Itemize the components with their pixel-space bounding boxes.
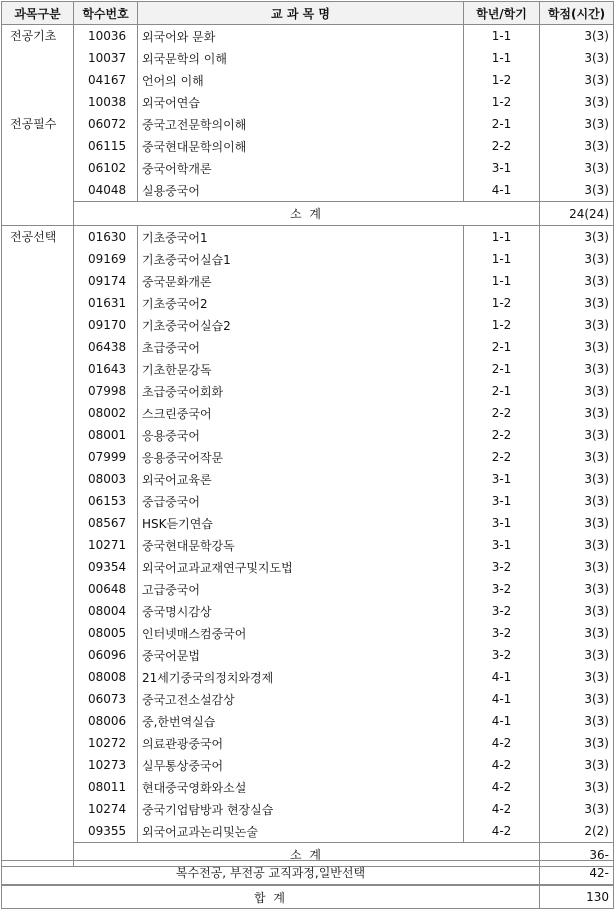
table-row xyxy=(2,270,614,292)
course-credits: 3(3) xyxy=(540,490,614,512)
subtotal-value: 24(24) xyxy=(540,202,614,226)
table-row xyxy=(2,135,614,157)
header-year: 학년/학기 xyxy=(464,2,540,25)
elective-value: 42- xyxy=(540,861,614,885)
course-code: 06072 xyxy=(74,113,138,135)
table-row xyxy=(2,424,614,446)
total-label: 합 계 xyxy=(2,886,540,909)
table-row xyxy=(2,91,614,113)
course-name: 응용중국어 xyxy=(138,424,464,446)
course-credits: 3(3) xyxy=(540,688,614,710)
course-year-term: 4-2 xyxy=(464,776,540,798)
course-year-term: 2-2 xyxy=(464,424,540,446)
course-name: 초급중국어회화 xyxy=(138,380,464,402)
course-year-term: 4-2 xyxy=(464,820,540,843)
course-name: 중국기업탐방과 현장실습 xyxy=(138,798,464,820)
subtotal-label: 소 계 xyxy=(74,843,540,867)
course-code: 08004 xyxy=(74,600,138,622)
table-row xyxy=(2,25,614,48)
table-row xyxy=(2,644,614,666)
course-code: 08002 xyxy=(74,402,138,424)
course-year-term: 1-1 xyxy=(464,47,540,69)
table-row xyxy=(2,157,614,179)
course-name: 중국어문법 xyxy=(138,644,464,666)
course-name: 스크린중국어 xyxy=(138,402,464,424)
table-row xyxy=(2,336,614,358)
course-year-term: 2-1 xyxy=(464,380,540,402)
course-name: 기초중국어1 xyxy=(138,226,464,249)
course-credits: 3(3) xyxy=(540,402,614,424)
course-code: 08001 xyxy=(74,424,138,446)
course-name: 기초중국어실습1 xyxy=(138,248,464,270)
total-table xyxy=(1,885,614,909)
table-row xyxy=(2,600,614,622)
course-code: 07998 xyxy=(74,380,138,402)
course-code: 08008 xyxy=(74,666,138,688)
table-row xyxy=(2,314,614,336)
course-credits: 3(3) xyxy=(540,556,614,578)
course-code: 06102 xyxy=(74,157,138,179)
course-year-term: 3-2 xyxy=(464,578,540,600)
total-row xyxy=(2,886,614,909)
table-row xyxy=(2,490,614,512)
table-row xyxy=(2,226,614,249)
course-credits: 3(3) xyxy=(540,69,614,91)
course-credits: 3(3) xyxy=(540,710,614,732)
category-label: 전공기초 xyxy=(10,29,57,43)
table-row xyxy=(2,248,614,270)
table-row xyxy=(2,292,614,314)
table-row xyxy=(2,69,614,91)
course-code: 06096 xyxy=(74,644,138,666)
course-year-term: 3-1 xyxy=(464,468,540,490)
course-credits: 3(3) xyxy=(540,424,614,446)
course-year-term: 4-2 xyxy=(464,798,540,820)
course-name: HSK듣기연습 xyxy=(138,512,464,534)
course-code: 04048 xyxy=(74,179,138,202)
table-row xyxy=(2,578,614,600)
category-cell xyxy=(2,25,74,226)
course-code: 09174 xyxy=(74,270,138,292)
header-code: 학수번호 xyxy=(74,2,138,25)
course-year-term: 2-2 xyxy=(464,402,540,424)
course-code: 10271 xyxy=(74,534,138,556)
course-code: 08003 xyxy=(74,468,138,490)
course-name: 중국고전소설감상 xyxy=(138,688,464,710)
course-year-term: 1-2 xyxy=(464,292,540,314)
course-credits: 3(3) xyxy=(540,380,614,402)
subtotal-value: 36- xyxy=(540,843,614,867)
course-code: 01631 xyxy=(74,292,138,314)
course-code: 01643 xyxy=(74,358,138,380)
elective-label: 복수전공, 부전공 교직과정,일반선택 xyxy=(2,861,540,885)
table-row xyxy=(2,622,614,644)
course-code: 00648 xyxy=(74,578,138,600)
course-name: 기초중국어2 xyxy=(138,292,464,314)
course-code: 08006 xyxy=(74,710,138,732)
course-code: 10274 xyxy=(74,798,138,820)
course-credits: 3(3) xyxy=(540,666,614,688)
course-name: 의료관광중국어 xyxy=(138,732,464,754)
course-name: 기초중국어실습2 xyxy=(138,314,464,336)
course-name: 외국어연습 xyxy=(138,91,464,113)
course-credits: 3(3) xyxy=(540,644,614,666)
course-year-term: 2-2 xyxy=(464,135,540,157)
course-name: 현대중국영화와소설 xyxy=(138,776,464,798)
table-row xyxy=(2,732,614,754)
course-year-term: 2-1 xyxy=(464,113,540,135)
course-credits: 3(3) xyxy=(540,292,614,314)
course-name: 중국문화개론 xyxy=(138,270,464,292)
course-year-term: 1-2 xyxy=(464,314,540,336)
course-year-term: 1-1 xyxy=(464,226,540,249)
header-name: 교 과 목 명 xyxy=(138,2,464,25)
course-credits: 3(3) xyxy=(540,468,614,490)
course-code: 10038 xyxy=(74,91,138,113)
course-credits: 3(3) xyxy=(540,446,614,468)
course-code: 01630 xyxy=(74,226,138,249)
course-year-term: 4-2 xyxy=(464,732,540,754)
table-row xyxy=(2,710,614,732)
course-year-term: 1-2 xyxy=(464,91,540,113)
course-credits: 3(3) xyxy=(540,358,614,380)
course-code: 06115 xyxy=(74,135,138,157)
course-credits: 3(3) xyxy=(540,47,614,69)
course-credits: 3(3) xyxy=(540,314,614,336)
course-code: 08005 xyxy=(74,622,138,644)
course-year-term: 3-1 xyxy=(464,512,540,534)
course-credits: 3(3) xyxy=(540,25,614,48)
table-row xyxy=(2,798,614,820)
category-label: 전공필수 xyxy=(10,117,57,131)
course-code: 10272 xyxy=(74,732,138,754)
course-name: 고급중국어 xyxy=(138,578,464,600)
course-name: 초급중국어 xyxy=(138,336,464,358)
course-code: 06073 xyxy=(74,688,138,710)
course-credits: 3(3) xyxy=(540,91,614,113)
course-year-term: 3-1 xyxy=(464,534,540,556)
course-credits: 3(3) xyxy=(540,336,614,358)
course-code: 08011 xyxy=(74,776,138,798)
course-credits: 3(3) xyxy=(540,113,614,135)
course-year-term: 4-1 xyxy=(464,179,540,202)
category-cell xyxy=(2,226,74,867)
course-code: 09169 xyxy=(74,248,138,270)
table-row xyxy=(2,468,614,490)
subtotal-label: 소 계 xyxy=(74,202,540,226)
course-year-term: 4-1 xyxy=(464,666,540,688)
header-category: 과목구분 xyxy=(2,2,74,25)
course-name: 중,한번역실습 xyxy=(138,710,464,732)
course-code: 06438 xyxy=(74,336,138,358)
curriculum-table xyxy=(1,1,614,867)
course-code: 06153 xyxy=(74,490,138,512)
course-credits: 2(2) xyxy=(540,820,614,843)
course-credits: 3(3) xyxy=(540,157,614,179)
course-year-term: 3-2 xyxy=(464,622,540,644)
table-row xyxy=(2,512,614,534)
course-name: 기초한문강독 xyxy=(138,358,464,380)
table-row xyxy=(2,776,614,798)
course-name: 실용중국어 xyxy=(138,179,464,202)
course-credits: 3(3) xyxy=(540,754,614,776)
elective-row xyxy=(2,861,614,885)
course-year-term: 4-1 xyxy=(464,710,540,732)
course-name: 중급중국어 xyxy=(138,490,464,512)
course-code: 04167 xyxy=(74,69,138,91)
course-credits: 3(3) xyxy=(540,622,614,644)
course-code: 08567 xyxy=(74,512,138,534)
course-credits: 3(3) xyxy=(540,732,614,754)
course-name: 외국어교육론 xyxy=(138,468,464,490)
table-row xyxy=(2,754,614,776)
table-row xyxy=(2,556,614,578)
category-label: 전공선택 xyxy=(10,230,57,244)
course-code: 10036 xyxy=(74,25,138,48)
table-row xyxy=(2,534,614,556)
course-year-term: 4-1 xyxy=(464,688,540,710)
course-name: 외국문학의 이해 xyxy=(138,47,464,69)
course-year-term: 3-2 xyxy=(464,600,540,622)
course-credits: 3(3) xyxy=(540,600,614,622)
course-code: 09355 xyxy=(74,820,138,843)
course-credits: 3(3) xyxy=(540,248,614,270)
course-year-term: 1-1 xyxy=(464,248,540,270)
course-name: 중국현대문학의이해 xyxy=(138,135,464,157)
course-credits: 3(3) xyxy=(540,512,614,534)
course-name: 21세기중국의정치와경제 xyxy=(138,666,464,688)
course-year-term: 3-1 xyxy=(464,490,540,512)
course-name: 응용중국어작문 xyxy=(138,446,464,468)
course-year-term: 2-1 xyxy=(464,358,540,380)
course-credits: 3(3) xyxy=(540,578,614,600)
course-name: 실무통상중국어 xyxy=(138,754,464,776)
course-name: 외국어교과교재연구및지도법 xyxy=(138,556,464,578)
course-credits: 3(3) xyxy=(540,798,614,820)
course-year-term: 1-1 xyxy=(464,270,540,292)
table-row xyxy=(2,446,614,468)
table-row xyxy=(2,113,614,135)
table-row xyxy=(2,666,614,688)
course-year-term: 4-2 xyxy=(464,754,540,776)
table-row xyxy=(2,179,614,202)
course-year-term: 3-1 xyxy=(464,157,540,179)
table-row xyxy=(2,47,614,69)
table-row xyxy=(2,358,614,380)
header-credits: 학점(시간) xyxy=(540,2,614,25)
total-value: 130 xyxy=(540,886,614,909)
table-row xyxy=(2,380,614,402)
table-row xyxy=(2,688,614,710)
course-code: 09170 xyxy=(74,314,138,336)
course-year-term: 2-2 xyxy=(464,446,540,468)
course-year-term: 1-2 xyxy=(464,69,540,91)
course-name: 언어의 이해 xyxy=(138,69,464,91)
subtotal-row xyxy=(2,202,614,226)
course-credits: 3(3) xyxy=(540,179,614,202)
course-name: 중국어학개론 xyxy=(138,157,464,179)
course-code: 10273 xyxy=(74,754,138,776)
elective-table xyxy=(1,860,614,885)
table-row xyxy=(2,820,614,843)
course-name: 중국고전문학의이해 xyxy=(138,113,464,135)
course-credits: 3(3) xyxy=(540,270,614,292)
course-code: 10037 xyxy=(74,47,138,69)
course-credits: 3(3) xyxy=(540,226,614,249)
course-year-term: 3-2 xyxy=(464,644,540,666)
course-name: 인터넷매스컴중국어 xyxy=(138,622,464,644)
course-code: 07999 xyxy=(74,446,138,468)
course-year-term: 2-1 xyxy=(464,336,540,358)
course-credits: 3(3) xyxy=(540,534,614,556)
table-row xyxy=(2,402,614,424)
course-code: 09354 xyxy=(74,556,138,578)
course-name: 중국명시감상 xyxy=(138,600,464,622)
course-name: 중국현대문학강독 xyxy=(138,534,464,556)
course-year-term: 1-1 xyxy=(464,25,540,48)
header-row xyxy=(2,2,614,25)
course-name: 외국어와 문화 xyxy=(138,25,464,48)
course-credits: 3(3) xyxy=(540,135,614,157)
course-credits: 3(3) xyxy=(540,776,614,798)
course-year-term: 3-2 xyxy=(464,556,540,578)
table-body xyxy=(2,25,614,867)
course-name: 외국어교과논리및논술 xyxy=(138,820,464,843)
